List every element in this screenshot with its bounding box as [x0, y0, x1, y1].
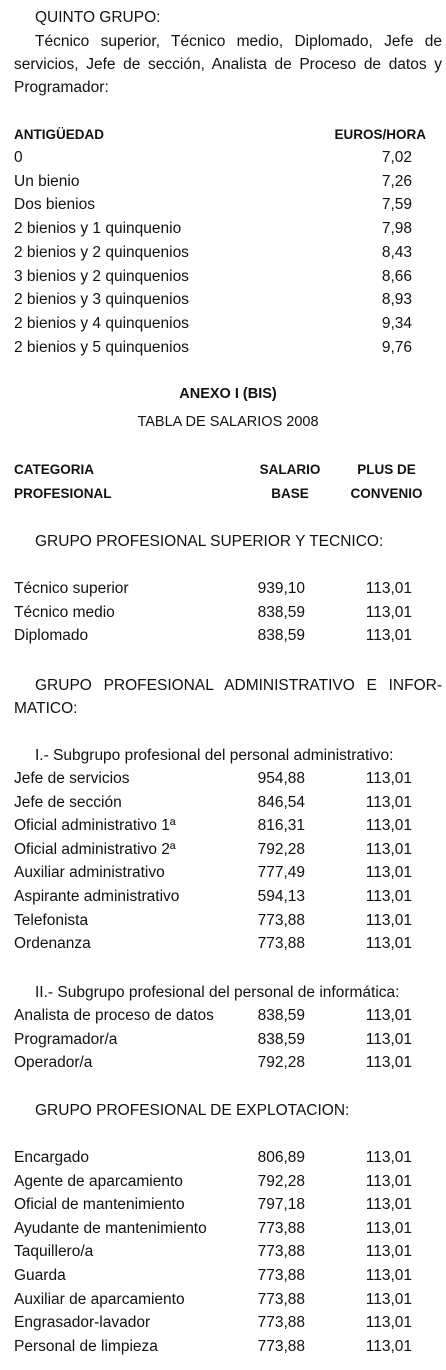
antiguedad-row [14, 241, 442, 264]
salario-base-value: 773,88 [257, 1219, 305, 1237]
salario-base-value: 806,89 [257, 1149, 305, 1166]
category-name: Auxiliar de aparcamiento [14, 1290, 185, 1308]
salary-row [14, 1004, 442, 1027]
convenio-header: CONVENIO [350, 486, 423, 501]
group-administrativo-title: GRUPO PROFESIONAL ADMINISTRATIVO E INFOR-MATICO: [14, 677, 442, 717]
antiguedad-row [14, 265, 442, 288]
plus-convenio-value: 113,01 [365, 770, 412, 787]
category-name: Aspirante administrativo [14, 888, 180, 905]
antiguedad-label: Dos bienios [14, 196, 95, 214]
salario-base-value: 954,88 [257, 770, 305, 787]
salary-row [14, 932, 442, 955]
salario-base-value: 773,88 [257, 1290, 305, 1308]
plus-convenio-value: 113,01 [365, 888, 412, 905]
plus-convenio-value: 113,01 [365, 1149, 412, 1166]
plus-convenio-value: 113,01 [365, 1243, 412, 1261]
category-name: Jefe de sección [14, 793, 122, 811]
salary-row [14, 1146, 442, 1169]
group-description: Técnico superior, Técnico medio, Diplomado, Jefe de servicios, Jefe de sección, Analista de Proceso de datos y Programador: [14, 33, 442, 96]
antiguedad-row [14, 288, 442, 311]
category-name: Técnico superior [14, 580, 129, 597]
salario-base-value: 838,59 [257, 627, 305, 645]
category-name: Analista de proceso de datos [14, 1007, 214, 1024]
salary-row [14, 1335, 442, 1358]
category-name: Oficial administrativo 1ª [14, 817, 176, 835]
antiguedad-label: 3 bienios y 2 quinquenios [14, 267, 189, 285]
category-name: Telefonista [14, 911, 89, 929]
category-name: Diplomado [14, 627, 89, 645]
euros-hora-value: 7,02 [381, 149, 412, 166]
group-title: QUINTO GRUPO: [35, 9, 161, 26]
salario-base-value: 838,59 [257, 1007, 305, 1024]
plus-convenio-value: 113,01 [365, 911, 412, 929]
category-name: Jefe de servicios [14, 770, 130, 787]
plus-convenio-value: 113,01 [365, 1219, 412, 1237]
salario-header: SALARIO [259, 462, 321, 477]
salary-row [14, 624, 442, 647]
plus-convenio-value: 113,01 [365, 864, 412, 882]
plus-convenio-value: 113,01 [365, 935, 412, 953]
salario-base-value: 773,88 [257, 1314, 305, 1332]
salary-row [14, 861, 442, 884]
category-name: Ayudante de mantenimiento [14, 1219, 207, 1237]
euros-hora-value: 9,34 [381, 314, 412, 332]
salary-row [14, 601, 442, 624]
plus-convenio-value: 113,01 [365, 580, 412, 597]
plus-convenio-value: 113,01 [365, 1314, 412, 1332]
base-header: BASE [271, 486, 309, 501]
plus-convenio-value: 113,01 [365, 1054, 412, 1072]
antiguedad-row [14, 217, 442, 240]
salary-row [14, 1051, 442, 1074]
salary-row [14, 767, 442, 790]
antiguedad-label: 2 bienios y 3 quinquenios [14, 291, 189, 309]
antiguedad-header-row [14, 123, 442, 146]
salario-base-value: 773,88 [257, 1337, 305, 1355]
category-name: Encargado [14, 1149, 89, 1166]
salario-base-value: 939,10 [257, 580, 305, 597]
euros-hora-value: 8,43 [381, 243, 412, 261]
annex-title: ANEXO I (BIS) [179, 386, 277, 402]
antiguedad-label: 0 [14, 149, 23, 166]
antiguedad-row [14, 170, 442, 193]
category-name: Taquillero/a [14, 1243, 94, 1261]
antiguedad-label: 2 bienios y 4 quinquenios [14, 314, 189, 332]
category-name: Auxiliar administrativo [14, 864, 165, 882]
salary-row [14, 909, 442, 932]
salary-header-row-2 [14, 482, 442, 505]
plus-convenio-value: 113,01 [365, 1290, 412, 1308]
profesional-header: PROFESIONAL [14, 486, 112, 501]
antiguedad-label: Un bienio [14, 172, 80, 190]
salario-base-value: 792,28 [257, 1172, 305, 1190]
salary-row [14, 1240, 442, 1263]
category-name: Oficial de mantenimiento [14, 1196, 185, 1214]
salary-row [14, 1264, 442, 1287]
plus-convenio-value: 113,01 [365, 1337, 412, 1355]
plus-convenio-value: 113,01 [365, 1007, 412, 1024]
salary-row [14, 1193, 442, 1216]
antiguedad-col-header: ANTIGÜEDAD [14, 127, 104, 142]
salary-row [14, 885, 442, 908]
salary-row [14, 577, 442, 600]
salario-base-value: 773,88 [257, 1243, 305, 1261]
euros-hora-value: 7,59 [381, 196, 412, 214]
salario-base-value: 594,13 [257, 888, 305, 905]
subgroup-administrativo-title: I.- Subgrupo profesional del personal administrativo: [35, 747, 394, 764]
plus-convenio-value: 113,01 [365, 1196, 412, 1214]
euros-hora-value: 9,76 [381, 338, 412, 356]
salary-row [14, 1288, 442, 1311]
salario-base-value: 797,18 [257, 1196, 305, 1214]
plus-convenio-value: 113,01 [365, 817, 412, 835]
antiguedad-row [14, 146, 442, 169]
antiguedad-row [14, 193, 442, 216]
salary-row [14, 1311, 442, 1334]
category-name: Engrasador-lavador [14, 1314, 151, 1332]
plus-convenio-value: 113,01 [365, 1030, 412, 1048]
antiguedad-label: 2 bienios y 5 quinquenios [14, 338, 189, 356]
salario-base-value: 838,59 [257, 603, 305, 621]
plus-convenio-value: 113,01 [365, 627, 412, 645]
category-name: Ordenanza [14, 935, 91, 953]
category-name: Operador/a [14, 1054, 93, 1072]
categoria-header: CATEGORIA [14, 462, 94, 477]
salario-base-value: 792,28 [257, 840, 305, 858]
salario-base-value: 773,88 [257, 935, 305, 953]
antiguedad-label: 2 bienios y 2 quinquenios [14, 243, 189, 261]
antiguedad-label: 2 bienios y 1 quinquenio [14, 220, 182, 238]
subgroup-informatica-title: II.- Subgrupo profesional del personal de informática: [35, 984, 400, 1001]
euros-hora-value: 8,93 [381, 291, 412, 309]
salary-header-row-1 [14, 458, 442, 481]
plus-convenio-value: 113,01 [365, 840, 412, 858]
antiguedad-row [14, 312, 442, 335]
group-explotacion-title: GRUPO PROFESIONAL DE EXPLOTACION: [35, 1102, 350, 1119]
salario-base-value: 816,31 [257, 817, 305, 835]
plus-convenio-value: 113,01 [365, 793, 412, 811]
category-name: Guarda [14, 1267, 66, 1284]
annex-subtitle: TABLA DE SALARIOS 2008 [137, 414, 319, 430]
euros-hora-value: 8,66 [381, 267, 412, 285]
plus-convenio-value: 113,01 [365, 1267, 412, 1284]
salario-base-value: 792,28 [257, 1054, 305, 1072]
salario-base-value: 846,54 [257, 793, 305, 811]
antiguedad-row [14, 336, 442, 359]
salario-base-value: 773,88 [257, 911, 305, 929]
euros-hora-value: 7,98 [381, 220, 412, 238]
salary-row [14, 1028, 442, 1051]
salary-row [14, 1217, 442, 1240]
category-name: Oficial administrativo 2ª [14, 840, 176, 858]
category-name: Personal de limpieza [14, 1337, 158, 1355]
category-name: Técnico medio [14, 603, 115, 621]
plus-convenio-value: 113,01 [365, 603, 412, 621]
salario-base-value: 773,88 [257, 1267, 305, 1284]
salary-row [14, 1170, 442, 1193]
salary-row [14, 838, 442, 861]
category-name: Programador/a [14, 1030, 118, 1048]
plus-de-header: PLUS DE [357, 462, 416, 477]
salary-row [14, 791, 442, 814]
plus-convenio-value: 113,01 [365, 1172, 412, 1190]
euros-hora-value: 7,26 [381, 172, 412, 190]
euros-hora-col-header: EUROS/HORA [334, 127, 426, 142]
category-name: Agente de aparcamiento [14, 1172, 183, 1190]
group-superior-title: GRUPO PROFESIONAL SUPERIOR Y TECNICO: [35, 533, 384, 550]
salario-base-value: 838,59 [257, 1030, 305, 1048]
salary-row [14, 814, 442, 837]
salario-base-value: 777,49 [257, 864, 305, 882]
